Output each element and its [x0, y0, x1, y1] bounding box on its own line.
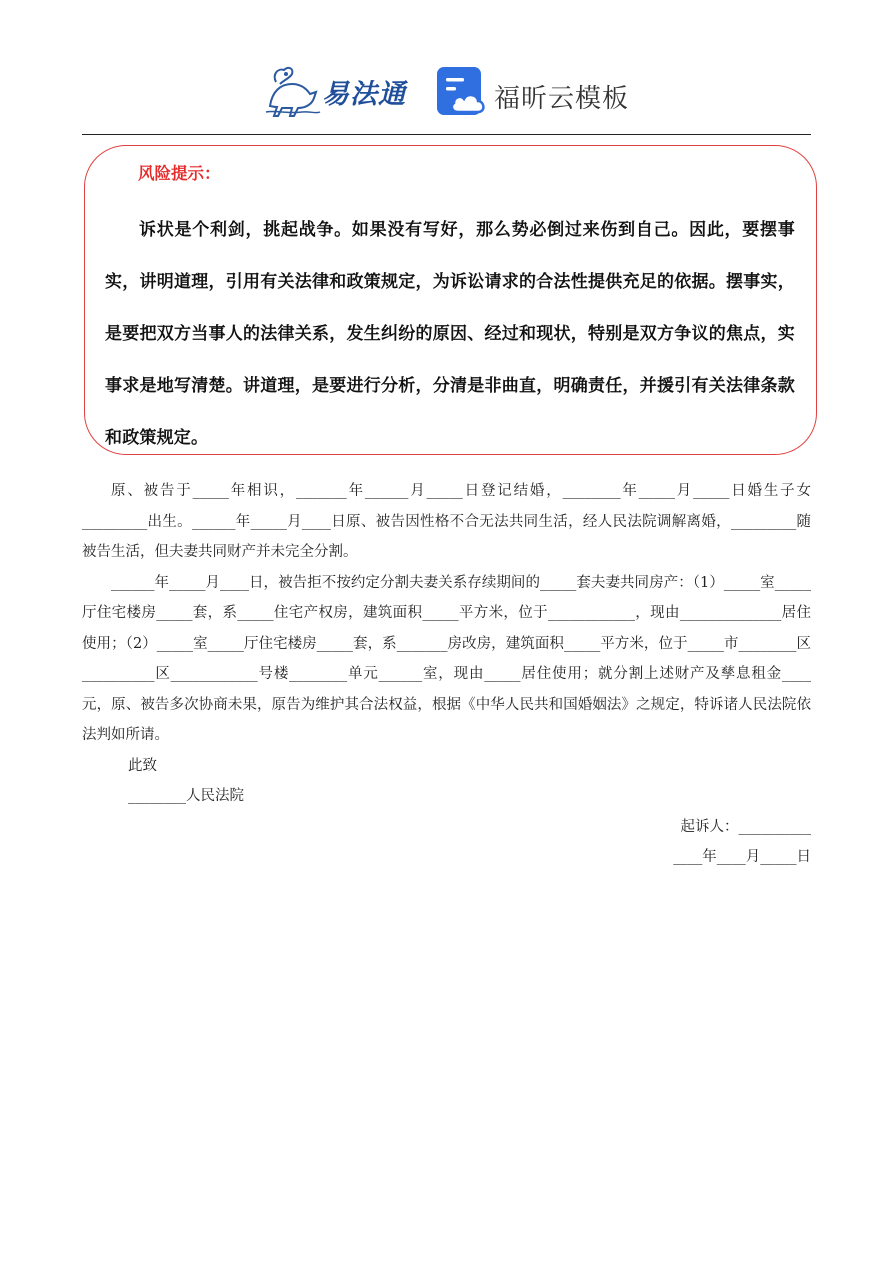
- foxit-template-logo-text: 福昕云模板: [494, 84, 630, 114]
- foxit-template-logo: [436, 66, 636, 118]
- complaint-body: [82, 476, 811, 873]
- qilin-logo-icon: [262, 62, 324, 120]
- paragraph-property-dispute: ______年_____月____日，被告拒不按约定分割夫妻关系存续期间的_____套夫妻共同房产：（1）_____室_____厅住宅楼房_____套，系_____住宅产权房，建筑面积_____平方米，位于____________，现由______________居住使用；（2）_____室_____厅住宅楼房_____套，系_______房改房，建筑面积_____平方米，位于_____市________区__________区____________号楼________单元______室，现由_____居住使用；就分割上述财产及孳息租金____元，原、被告多次协商未果，原告为维护其合法权益，根据《中华人民共和国婚姻法》之规定，特诉诸人民法院依法判如所请。: [82, 574, 811, 743]
- paragraph-marriage-history: 原、被告于_____年相识，_______年______月_____日登记结婚，________年_____月_____日婚生子女_________出生。______年_____月____日原、被告因性格不合无法共同生活，经人民法院调解离婚，_________随被告生活，但夫妻共同财产并未完全分割。: [82, 483, 811, 560]
- risk-notice-title: 风险提示：: [138, 164, 221, 183]
- court-name: ________人民法院: [128, 788, 244, 804]
- yifatong-logo: [262, 62, 412, 120]
- page-header: [0, 56, 893, 126]
- header-divider: [82, 134, 811, 135]
- risk-notice-body: 诉状是个利剑，挑起战争。如果没有写好，那么势必倒过来伤到自己。因此，要摆事实，讲明道理，引用有关法律和政策规定，为诉讼请求的合法性提供充足的依据。摆事实，是要把双方当事人的法律关系，发生纠纷的原因、经过和现状，特别是双方争议的焦点，实事求是地写清楚。讲道理，是要进行分析，分清是非曲直，明确责任，并援引有关法律条款和政策规定。: [105, 220, 795, 448]
- filing-date: ____年____月_____日: [673, 849, 811, 865]
- salutation: 此致: [128, 757, 157, 774]
- risk-notice-box: [84, 145, 817, 455]
- yifatong-logo-text: 易法通: [322, 79, 406, 110]
- plaintiff-signature: 起诉人：__________: [680, 818, 811, 835]
- cloud-doc-icon: [436, 66, 488, 118]
